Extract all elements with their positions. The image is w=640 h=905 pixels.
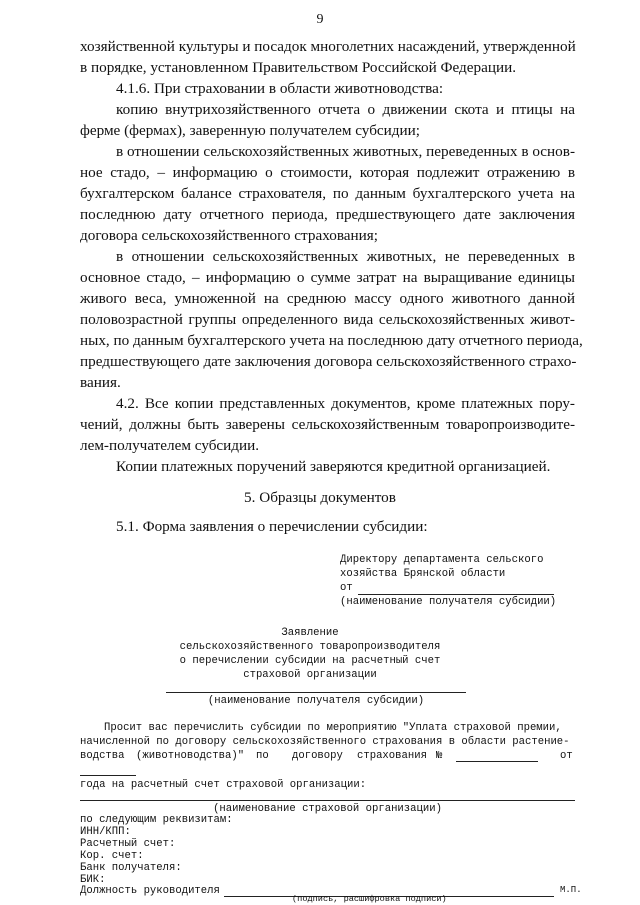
body-line: в отношении сельскохозяйственных животных, переведенных в основ- <box>116 143 575 160</box>
body-line: Копии платежных поручений заверяются кредитной организацией. <box>116 458 551 475</box>
request-word: по <box>256 750 269 762</box>
addressee-line: хозяйства Брянской области <box>340 568 506 580</box>
body-line: хозяйственной культуры и посадок многолетних насаждений, утвержденной <box>80 38 576 55</box>
body-line: основное стадо, – информацию о сумме затрат на выращивание единицы <box>80 269 575 286</box>
stamp-label: М.П. <box>560 885 582 895</box>
request-word: от <box>560 750 573 762</box>
form-subtitle: страховой организации <box>243 669 377 681</box>
body-line: 4.2. Все копии представленных документов, кроме платежных пору- <box>116 395 575 412</box>
recipient-caption: (наименование получателя субсидии) <box>340 596 557 608</box>
body-line: копию внутрихозяйственного отчета о движении скота и птицы на <box>116 101 575 118</box>
subsection-title: 5.1. Форма заявления о перечислении субсидии: <box>116 518 428 535</box>
body-line: половозрастной группы определенного вида сельскохозяйственных живот- <box>80 311 575 328</box>
signature-caption: (подпись, расшифровка подписи) <box>292 894 447 904</box>
inn-kpp-field: ИНН/КПП: <box>80 826 131 838</box>
head-position-label: Должность руководителя <box>80 885 220 897</box>
body-line: лем-получателем субсидии. <box>80 437 260 454</box>
request-word: № <box>436 750 443 762</box>
body-line: ное стадо, – информацию о стоимости, которая подлежит отражению в <box>80 164 575 181</box>
addressee-line: Директору департамента сельского <box>340 554 544 566</box>
corr-account-field: Кор. счет: <box>80 850 144 862</box>
applicant-caption: (наименование получателя субсидии) <box>207 695 425 707</box>
body-line: договора сельскохозяйственного страхования; <box>80 227 378 244</box>
form-subtitle: о перечислении субсидии на расчетный счет <box>179 655 441 667</box>
body-line: предшествующего дате заключения договора сельскохозяйственного страхо- <box>80 353 577 370</box>
form-subtitle: сельскохозяйственного товаропроизводителя <box>179 641 441 653</box>
request-line: начисленной по договору сельскохозяйственного страхования в области растение- <box>80 736 570 748</box>
body-line: бухгалтерском балансе страхователя, по данным бухгалтерского учета на <box>80 185 575 202</box>
body-line: в порядке, установленном Правительством Российской Федерации. <box>80 59 517 76</box>
body-line: ных, по данным бухгалтерского учета на последнюю дату отчетного периода, <box>80 332 583 349</box>
applicant-name-line <box>166 692 466 693</box>
body-line: в отношении сельскохозяйственных животных, не переведенных в <box>116 248 575 265</box>
from-label: от <box>340 582 353 594</box>
body-line: живого веса, умноженной на среднюю массу одного животного данной <box>80 290 575 307</box>
form-title: Заявление <box>281 627 339 639</box>
body-line: вания. <box>80 374 121 391</box>
request-word: договору <box>292 750 343 762</box>
request-word: страхования <box>357 750 427 762</box>
page-number: 9 <box>316 12 324 27</box>
body-line: 4.1.6. При страховании в области животноводства: <box>116 80 444 97</box>
body-line: чений, должны быть заверены сельскохозяйственным товаропроизводите- <box>80 416 575 433</box>
body-line: последнюю дату отчетного периода, предшествующего дате заключения <box>80 206 575 223</box>
body-line: ферме (фермах), заверенную получателем субсидии; <box>80 122 420 139</box>
recipient-name-line <box>358 594 554 595</box>
section-title: 5. Образцы документов <box>244 489 396 506</box>
contract-date-line <box>80 775 136 776</box>
account-field: Расчетный счет: <box>80 838 176 850</box>
bik-field: БИК: <box>80 874 106 886</box>
contract-number-line <box>456 761 538 762</box>
bank-field: Банк получателя: <box>80 862 182 874</box>
request-word: водства <box>80 750 125 762</box>
request-line: года на расчетный счет страховой организации: <box>80 779 367 791</box>
insurer-caption: (наименование страховой организации) <box>213 803 442 815</box>
insurer-name-line <box>80 800 575 801</box>
request-line: Просит вас перечислить субсидии по мероприятию "Уплата страховой премии, <box>104 722 562 734</box>
details-label: по следующим реквизитам: <box>80 814 233 826</box>
request-word: (животноводства)" <box>136 750 245 762</box>
